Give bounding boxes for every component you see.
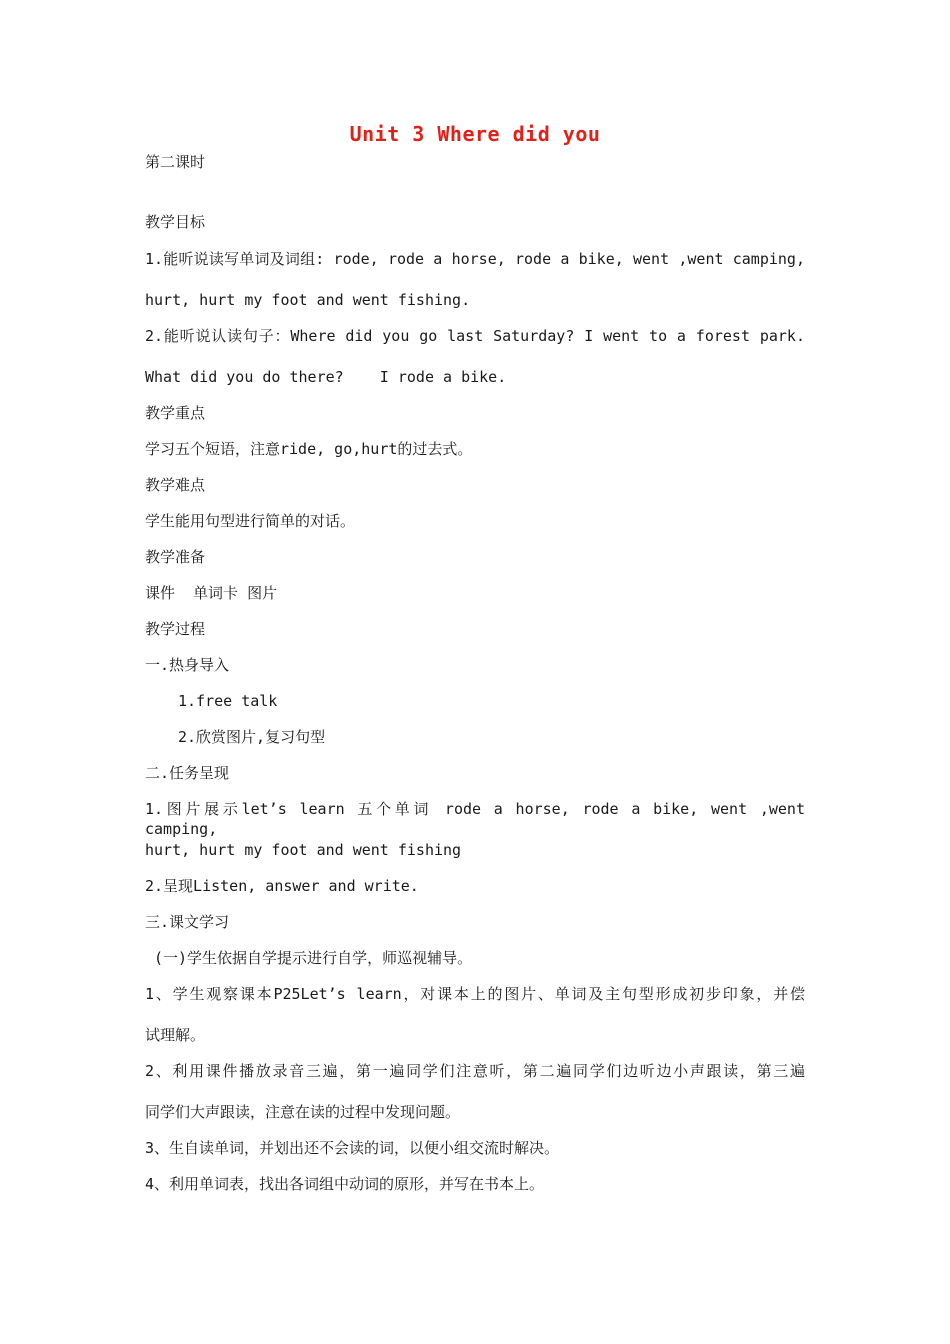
section-3-step-2-line-1: 2、利用课件播放录音三遍，第一遍同学们注意听，第二遍同学们边听边小声跟读，第三遍 <box>145 1062 805 1080</box>
key-points-text: 学习五个短语，注意ride, go,hurt的过去式。 <box>145 440 473 458</box>
section-2-heading: 二.任务呈现 <box>145 764 230 782</box>
section-3-step-1-line-1: 1、学生观察课本P25Let’s learn，对课本上的图片、单词及主句型形成初步印象，并偿 <box>145 985 805 1003</box>
section-3-step-1-line-2: 试理解。 <box>145 1026 206 1044</box>
section-3-sub-heading: (一)学生依据自学提示进行自学，师巡视辅导。 <box>154 949 473 967</box>
section-1-heading: 一.热身导入 <box>145 656 230 674</box>
document-title: Unit 3 Where did you <box>349 122 601 146</box>
heading-key-points: 教学重点 <box>145 404 206 422</box>
heading-difficulties: 教学难点 <box>145 476 206 494</box>
section-3-step-3: 3、生自读单词，并划出还不会读的词，以便小组交流时解决。 <box>145 1139 560 1157</box>
heading-objectives: 教学目标 <box>145 213 206 231</box>
section-2-item-1-line-2: hurt, hurt my foot and went fishing <box>145 841 462 859</box>
objective-1-line-1: 1.能听说读写单词及词组: rode, rode a horse, rode a bike, went ,went camping, <box>145 250 805 268</box>
section-1-item-1: 1.free talk <box>178 692 278 710</box>
section-2-item-2: 2.呈现Listen, answer and write. <box>145 877 419 895</box>
objective-1-line-2: hurt, hurt my foot and went fishing. <box>145 291 471 309</box>
objective-2-line-1: 2.能听说认读句子：Where did you go last Saturday? I went to a forest park. <box>145 327 805 345</box>
objective-2-line-2: What did you do there? I rode a bike. <box>145 368 507 386</box>
heading-process: 教学过程 <box>145 620 206 638</box>
lesson-label: 第二课时 <box>145 153 206 171</box>
preparation-text: 课件 单词卡 图片 <box>145 584 278 602</box>
section-3-heading: 三.课文学习 <box>145 913 230 931</box>
heading-preparation: 教学准备 <box>145 548 206 566</box>
difficulties-text: 学生能用句型进行简单的对话。 <box>145 512 356 530</box>
section-3-step-2-line-2: 同学们大声跟读，注意在读的过程中发现问题。 <box>145 1103 461 1121</box>
section-1-item-2: 2.欣赏图片,复习句型 <box>178 728 326 746</box>
section-3-step-4: 4、利用单词表，找出各词组中动词的原形，并写在书本上。 <box>145 1175 545 1193</box>
section-2-item-1-line-1: 1.图片展示let’s learn 五个单词 rode a horse, rode a bike, went ,went camping, <box>145 800 805 838</box>
